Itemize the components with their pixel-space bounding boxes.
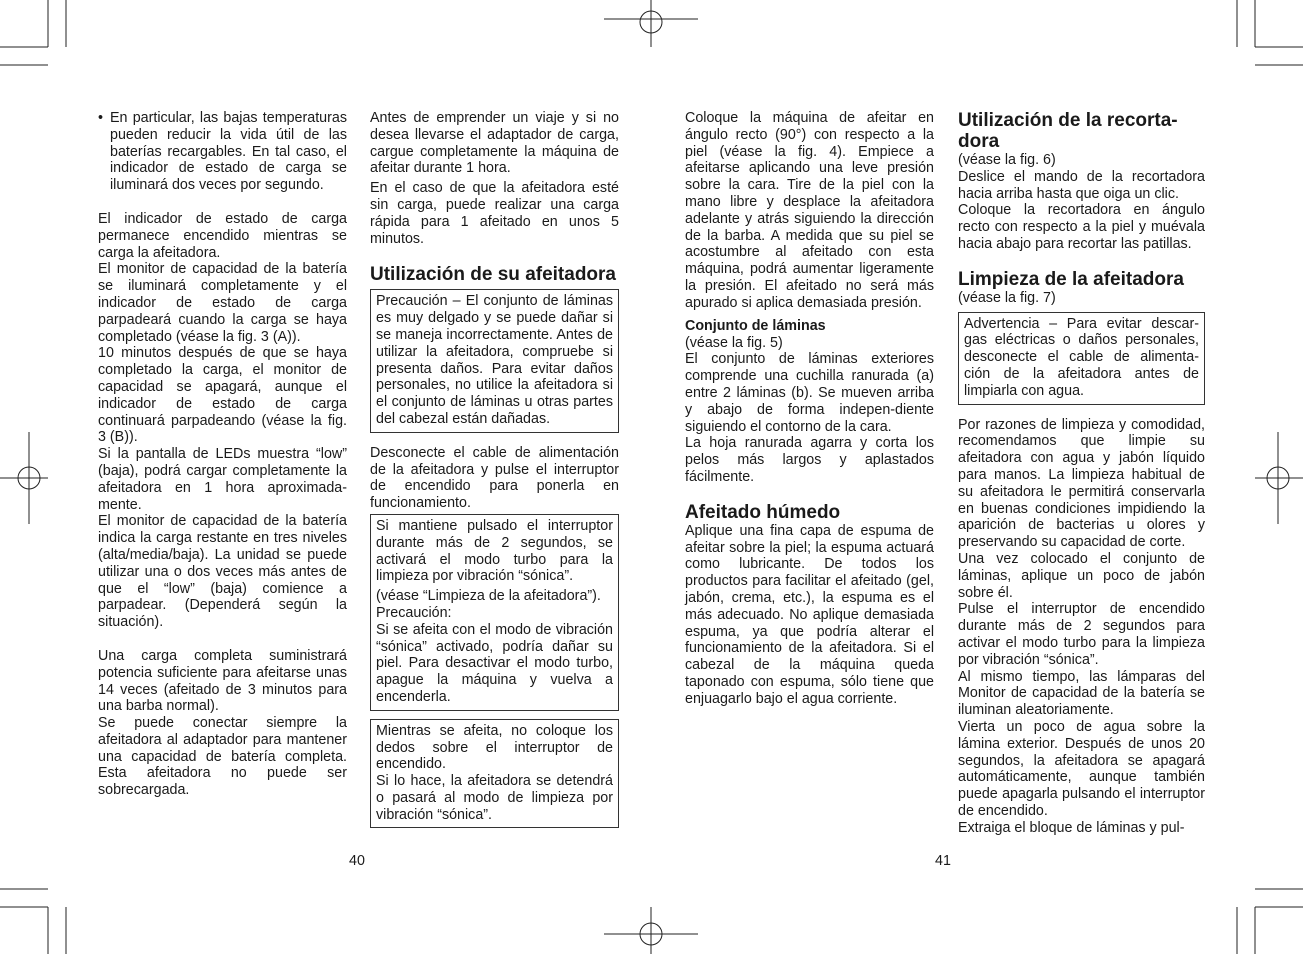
paragraph: El conjunto de láminas exteriores comprende una cuchilla ranurada (a) entre 2 láminas (b). Se mueven arriba y abajo de forma indepen-diente siguiendo el contorno de la cara. <box>685 351 934 435</box>
section-heading: Utilización de la recorta- dora <box>958 110 1178 152</box>
paragraph: Deslice el mando de la recortadora hacia arriba hasta que oiga un clic. <box>958 168 1205 202</box>
switch-warning-box <box>370 719 619 829</box>
box-text: Precaución – El conjunto de láminas es muy delgado y se puede dañar si se maneja incorrectamente. Antes de utilizar la afeitadora, compruebe si presenta daños. Para evitar daños personales, no utilice la afeitadora si el conjunto de láminas u otras partes del cabezal están dañadas. <box>376 293 613 427</box>
warning-box <box>958 312 1205 405</box>
left-page-column-2 <box>370 110 619 828</box>
paragraph: Aplique una fina capa de espuma de afeitar sobre la piel; la espuma actuará como lubricante. De todos los productos para facilitar el afeitado (gel, jabón, crema, etc.), la espuma es el más adecuado. No aplique demasiada espuma, ya que podría alterar el funcionamiento de la afeitadora. Si el cabezal de la máquina queda taponado con espuma, sólo tiene que enjuagarlo bajo el agua corriente. <box>685 522 934 707</box>
paragraph: La hoja ranurada agarra y corta los pelos más largos y aplastados fácilmente. <box>685 435 934 485</box>
section-heading: Afeitado húmedo <box>685 501 841 523</box>
paragraph: Extraiga el bloque de láminas y pul- <box>958 819 1185 836</box>
paragraph: Antes de emprender un viaje y si no desea llevarse el adaptador de carga, cargue completamente la máquina de afeitar durante 1 hora. <box>370 110 619 177</box>
box-text: Si mantiene pulsado el interruptor durante más de 2 segundos, se activará el modo turbo para la limpieza por vibración “sónica”. <box>376 517 613 585</box>
page-number-left: 40 <box>349 853 365 869</box>
box-text: Mientras se afeita, no coloque los dedos sobre el interruptor de encendido. <box>376 722 613 773</box>
paragraph: Por razones de limpieza y comodidad, recomendamos que limpie su afeitadora con agua y jabón líquido para manos. La limpieza habitual de su afeitadora le permitirá conservarla en buenas condiciones impidiendo la aparición de bacterias u olores y preservando su capacidad de corte. <box>958 416 1205 551</box>
figure-reference: (véase la fig. 5) <box>685 334 783 351</box>
box-text: Si lo hace, la afeitadora se detendrá o pasará al modo de limpieza por vibración “sónica”. <box>376 773 613 823</box>
paragraph: Si la pantalla de LEDs muestra “low” (baja), podrá cargar completamente la afeitadora en 1 hora aproximada- mente. <box>98 446 347 513</box>
paragraph: El monitor de capacidad de la batería se iluminará completamente y el indicador de estado de carga parpadeará cuando la carga se haya completado (véase la fig. 3 (A)). <box>98 261 347 345</box>
paragraph: El indicador de estado de carga permanece encendido mientras se carga la afeitadora. <box>98 210 347 261</box>
paragraph: Desconecte el cable de alimentación de la afeitadora y pulse el interruptor de encendido para ponerla en funcionamiento. <box>370 444 619 512</box>
right-page-column-1 <box>685 110 934 708</box>
box-text: Si se afeita con el modo de vibración “sónica” activado, podría dañar su piel. Para desactivar el modo turbo, apague la máquina y vuelva a encenderla. <box>376 621 613 705</box>
section-heading: Utilización de su afeitadora <box>370 264 616 286</box>
box-text: Precaución: <box>376 604 452 621</box>
paragraph: 10 minutos después de que se haya completado la carga, el monitor de capacidad se apagará, aunque el indicador de estado de carga continuará parpadeando (véase la fig. 3 (B)). <box>98 345 347 446</box>
box-text: Advertencia – Para evitar descar- gas eléctricas o daños personales, desconecte el cable de alimenta- ción de la afeitadora antes de limpiarla con agua. <box>964 315 1199 399</box>
bullet-text: En particular, las bajas temperaturas pueden reducir la vida útil de las baterías recargables. En tal caso, el indicador de estado de carga se iluminará dos veces por segundo. <box>110 110 347 194</box>
paragraph: Una carga completa suministrará potencia suficiente para afeitarse unas 14 veces (afeitado de 3 minutos para una barba normal). <box>98 647 347 715</box>
paragraph: El monitor de capacidad de la batería indica la carga restante en tres niveles (alta/media/baja). La unidad se puede utilizar una o dos veces más antes de que el “low” (baja) comience a parpadear. (Dependerá según la situación). <box>98 513 347 631</box>
paragraph: Vierta un poco de agua sobre la lámina exterior. Después de unos 20 segundos, la afeitadora se apagará automáticamente, aunque también puede apagarla pulsando el interruptor de encendido. <box>958 718 1205 819</box>
turbo-mode-box <box>370 514 619 711</box>
right-page-column-2 <box>958 110 1205 836</box>
left-page-column-1 <box>98 110 347 799</box>
paragraph: Coloque la máquina de afeitar en ángulo recto (90°) con respecto a la piel (véase la fig. 4). Empiece a afeitarse aplicando una leve presión sobre la cara. Tire de la piel con la mano libre y desplace la afeitadora adelante y atrás siguiendo la dirección de la barba. A medida que su piel se acostumbre al afeitado con esta máquina, podrá aumentar ligeramente la presión. El afeitado no será más apurado si aplica demasiada presión. <box>685 110 934 311</box>
box-text: (véase “Limpieza de la afeitadora”). <box>376 588 601 605</box>
paragraph: Se puede conectar siempre la afeitadora al adaptador para mantener una capacidad de batería completa. Esta afeitadora no puede ser sobrecargada. <box>98 715 347 799</box>
section-heading: Limpieza de la afeitadora <box>958 268 1184 290</box>
sub-heading: Conjunto de láminas <box>685 317 826 334</box>
paragraph: En el caso de que la afeitadora esté sin carga, puede realizar una carga rápida para 1 afeitado en unos 5 minutos. <box>370 180 619 247</box>
paragraph: Coloque la recortadora en ángulo recto con respecto a la piel y muévala hacia abajo para recortar las patillas. <box>958 202 1205 252</box>
bullet-icon: • <box>98 110 104 126</box>
caution-box <box>370 289 619 432</box>
paragraph: Pulse el interruptor de encendido durante más de 2 segundos para activar el modo turbo para la limpieza por vibración “sónica”. <box>958 601 1205 668</box>
page-number-right: 41 <box>935 853 951 869</box>
figure-reference: (véase la fig. 6) <box>958 152 1056 168</box>
bullet-item <box>98 110 347 194</box>
paragraph: Una vez colocado el conjunto de láminas, aplique un poco de jabón sobre él. <box>958 550 1205 601</box>
paragraph: Al mismo tiempo, las lámparas del Monitor de capacidad de la batería se iluminan aleatoriamente. <box>958 668 1205 719</box>
figure-reference: (véase la fig. 7) <box>958 289 1056 306</box>
